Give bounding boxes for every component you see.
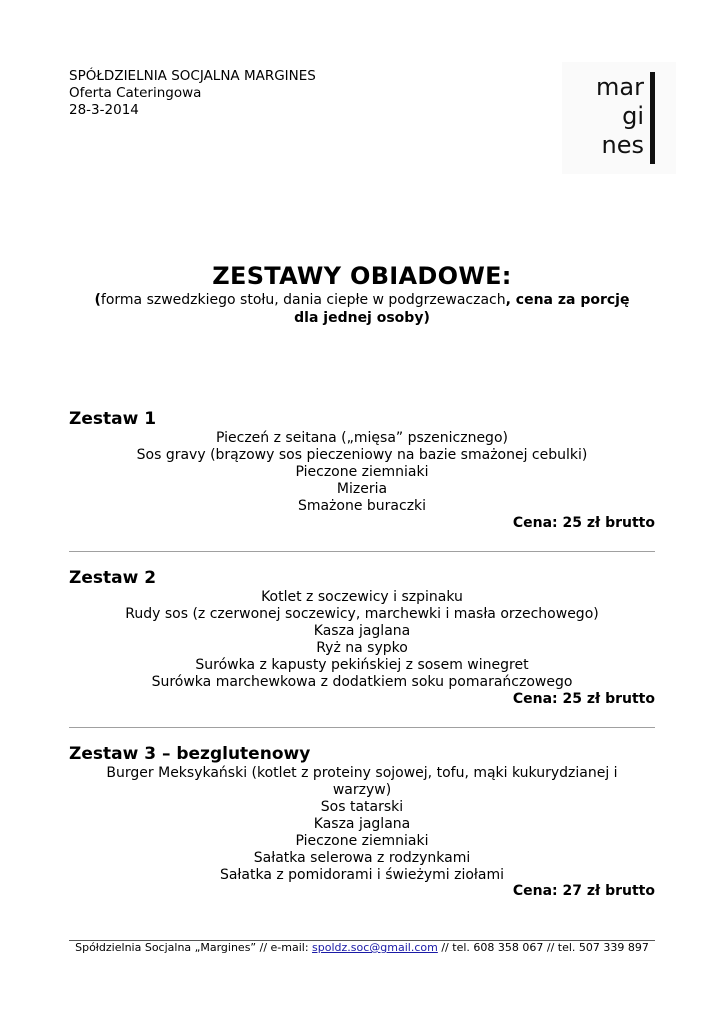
set-1-price: Cena: 25 zł brutto	[512, 515, 655, 531]
list-item: Burger Meksykański (kotlet z proteiny sojowej, tofu, mąki kukurydzianej i warzyw)	[106, 765, 618, 798]
footer-suffix: // tel. 608 358 067 // tel. 507 339 897	[437, 941, 649, 954]
list-item: Kasza jaglana	[313, 623, 411, 639]
page-title: ZESTAWY OBIADOWE:	[212, 262, 512, 290]
list-item: Sałatka z pomidorami i świeżymi ziołami	[219, 867, 505, 883]
document-date: 28-3-2014	[69, 102, 139, 118]
logo-wordmark: mar gi nes	[596, 73, 644, 159]
list-item: Pieczone ziemniaki	[295, 464, 429, 480]
set-3-items	[100, 765, 624, 884]
list-item: Sałatka selerowa z rodzynkami	[253, 850, 471, 866]
document-type: Oferta Cateringowa	[69, 85, 202, 101]
organization-name: SPÓŁDZIELNIA SOCJALNA MARGINES	[69, 68, 316, 84]
list-item: Pieczone ziemniaki	[295, 833, 429, 849]
set-1-title: Zestaw 1	[69, 409, 157, 429]
set-3-title: Zestaw 3 – bezglutenowy	[69, 744, 311, 764]
list-item: Pieczeń z seitana („mięsa” pszenicznego)	[216, 430, 508, 446]
set-1-items	[100, 430, 624, 515]
logo-bar	[650, 72, 655, 164]
list-item: Sos gravy (brązowy sos pieczeniowy na bazie smażonej cebulki)	[136, 447, 588, 463]
page-footer	[0, 941, 724, 955]
subtitle-paren: (	[94, 292, 101, 308]
list-item: Rudy sos (z czerwonej soczewicy, marchewki i masła orzechowego)	[125, 606, 599, 622]
list-item: Mizeria	[336, 481, 388, 497]
set-2-price: Cena: 25 zł brutto	[512, 691, 655, 707]
email-link[interactable]: spoldz.soc@gmail.com	[312, 941, 438, 954]
divider	[69, 551, 655, 552]
subtitle-bold: , cena za porcję dla jednej osoby)	[294, 292, 630, 326]
margines-logo	[562, 62, 676, 174]
page-subtitle	[80, 291, 644, 327]
set-3-price: Cena: 27 zł brutto	[512, 883, 655, 899]
list-item: Sos tatarski	[320, 799, 404, 815]
list-item: Smażone buraczki	[297, 498, 427, 514]
list-item: Kotlet z soczewicy i szpinaku	[261, 589, 463, 605]
list-item: Surówka marchewkowa z dodatkiem soku pomarańczowego	[151, 674, 573, 690]
divider	[69, 727, 655, 728]
set-2-title: Zestaw 2	[69, 568, 157, 588]
list-item: Kasza jaglana	[313, 816, 411, 832]
set-2-items	[100, 589, 624, 691]
footer-prefix: Spółdzielnia Socjalna „Margines” // e-mail:	[75, 941, 313, 954]
list-item: Surówka z kapusty pekińskiej z sosem winegret	[195, 657, 529, 673]
list-item: Ryż na sypko	[316, 640, 408, 656]
subtitle-normal: forma szwedzkiego stołu, dania ciepłe w podgrzewaczach	[100, 292, 506, 308]
document-header	[69, 68, 316, 119]
